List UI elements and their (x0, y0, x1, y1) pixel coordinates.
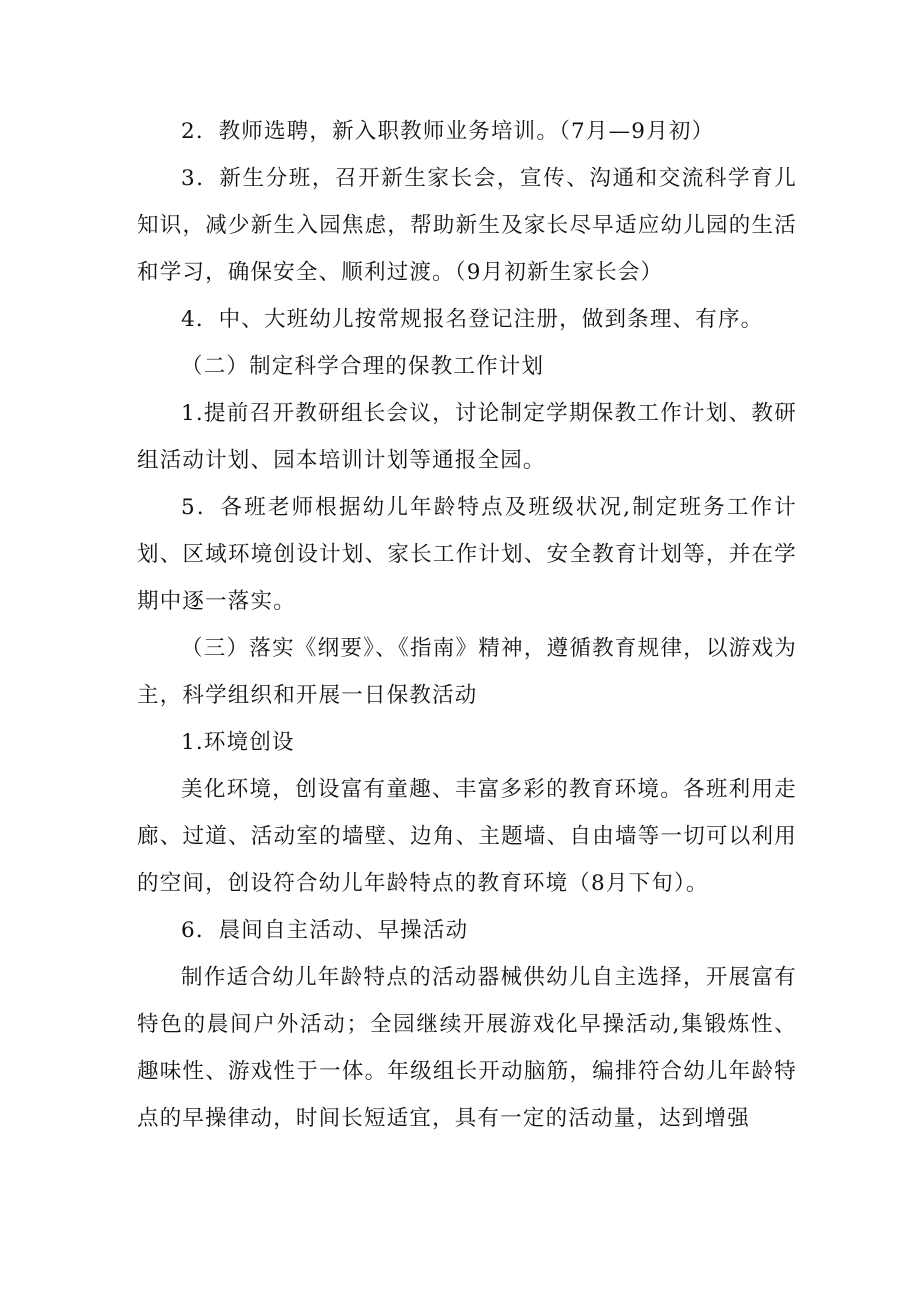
subheading-morning-activities: 6．晨间自主活动、早操活动 (181, 918, 469, 943)
paragraph-item-3: 3．新生分班，召开新生家长会，宣传、沟通和交流科学育儿知识，减少新生入园焦虑，帮助新生及家长尽早适应幼儿园的生活和学习，确保安全、顺利过渡。（9月初新生家长会） (137, 166, 797, 285)
section-heading-3: （三）落实《纲要》、《指南》精神，遵循教育规律，以游戏为主，科学组织和开展一日保教活动 (137, 636, 797, 708)
paragraph-item-5: 5．各班老师根据幼儿年龄特点及班级状况,制定班务工作计划、区域环境创设计划、家长工作计划、安全教育计划等，并在学期中逐一落实。 (137, 495, 797, 614)
paragraph-item-2: 2．教师选聘，新入职教师业务培训。（7月—9月初） (181, 119, 715, 144)
paragraph-morning-activities: 制作适合幼儿年龄特点的活动器械供幼儿自主选择，开展富有特色的晨间户外活动；全园继续开展游戏化早操活动,集锻炼性、趣味性、游戏性于一体。年级组长开动脑筋，编排符合幼儿年龄特点的早操律动，时间长短适宜，具有一定的活动量，达到增强 (137, 965, 797, 1131)
paragraph-item-1: 1.提前召开教研组长会议，讨论制定学期保教工作计划、教研组活动计划、园本培训计划等通报全园。 (137, 401, 797, 473)
paragraph-environment: 美化环境，创设富有童趣、丰富多彩的教育环境。各班利用走廊、过道、活动室的墙壁、边角、主题墙、自由墙等一切可以利用的空间，创设符合幼儿年龄特点的教育环境（8月下旬）。 (137, 777, 797, 896)
paragraph-item-4: 4．中、大班幼儿按常规报名登记注册，做到条理、有序。 (181, 307, 764, 332)
document-body (137, 108, 797, 1142)
subheading-environment: 1.环境创设 (181, 730, 295, 755)
section-heading-2: （二）制定科学合理的保教工作计划 (181, 354, 545, 379)
